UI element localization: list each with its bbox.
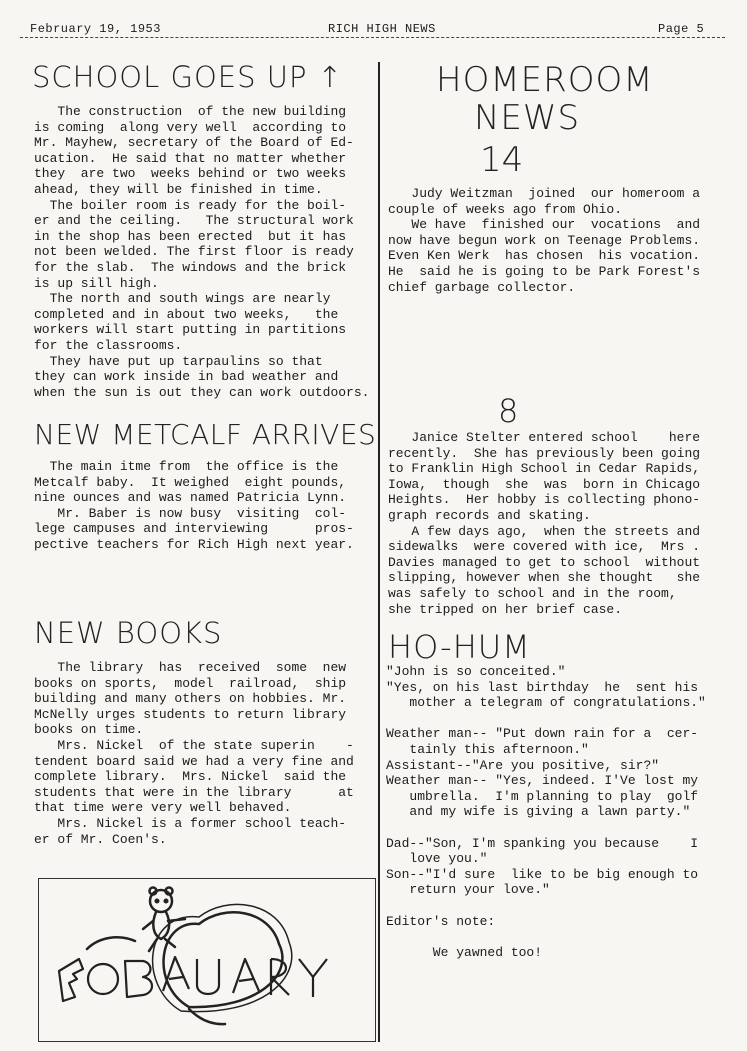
headline-new-metcalf: NEW METCALF ARRIVES (34, 418, 377, 451)
article-school-goes-up-body: The construction of the new building is coming along very well according to Mr. Mayhew, secretary of the Board of Ed- ucation. He said that no matter whether they are two weeks behind or two weeks ahead, they will be finished in time. The boiler room is ready for the boil- er and the ceiling. The structural work in the shop has been erected but it has not been welded. The first floor is ready for the slab. The windows and the brick is up sill high. The north and south wings are nearly completed and in about two weeks, the workers will start putting in partitions for the classrooms. They have put up tarpaulins so that they can work inside in bad weather and when the sun is out they can work outdoors. (34, 104, 370, 400)
headline-homeroom: HOMEROOM (436, 60, 654, 100)
masthead-rule (20, 37, 725, 38)
february-illustration (38, 878, 376, 1042)
headline-ho-hum: HO-HUM (388, 628, 531, 666)
ho-hum-jokes-body: "John is so conceited." "Yes, on his last birthday he sent his mother a telegram of congratulations." Weather man-- "Put down rain for a cer- tainly this afternoon." Assistant--"Are you positive, sir?" Weather man-- "Yes, indeed. I'Ve lost my umbrella. I'm planning to play golf and my wife is giving a lawn party." Dad--"Son, I'm spanking you because I love you." Son--"I'd sure like to be big enough to return your love." Editor's note: We yawned too! (386, 664, 706, 960)
homeroom-8-body: Janice Stelter entered school here recently. She has previously been going to Franklin High School in Cedar Rapids, Iowa, though she was born in Chicago Heights. Her hobby is collecting phono- graph records and skating. A few days ago, when the streets and sidewalks were covered with ice, Mrs . Davies managed to get to school without slipping, however when she thought she was safely to school and in the room, she tripped on her brief case. (388, 430, 701, 617)
february-cartoon-icon (39, 879, 375, 1041)
headline-homeroom-news: NEWS (474, 98, 581, 138)
homeroom-8-number: 8 (498, 392, 519, 430)
masthead-page-number: Page 5 (658, 22, 705, 36)
homeroom-14-body: Judy Weitzman joined our homeroom a couple of weeks ago from Ohio. We have finished our vocations and now have begun work on Teenage Problems. Even Ken Werk has chosen his vocation. He said he is going to be Park Forest's chief garbage collector. (388, 186, 701, 295)
article-new-books-body: The library has received some new books on sports, model railroad, ship building and many others on hobbies. Mr. McNelly urges students to return library books on time. Mrs. Nickel of the state superin - tendent board said we had a very fine and complete library. Mrs. Nickel said the students that were in the library at that time were very well behaved. Mrs. Nickel is a former school teach- er of Mr. Coen's. (34, 660, 354, 847)
column-divider (378, 62, 380, 1042)
homeroom-14-number: 14 (480, 140, 524, 180)
masthead-date: February 19, 1953 (30, 22, 161, 36)
article-new-metcalf-body: The main itme from the office is the Metcalf baby. It weighed eight pounds, nine ounces and was named Patricia Lynn. Mr. Baber is now busy visiting col- lege campuses and interviewing pros- pective teachers for Rich High next year. (34, 459, 354, 552)
headline-school-goes-up: SCHOOL GOES UP ↑ (32, 60, 343, 94)
masthead-paper-name: RICH HIGH NEWS (328, 22, 436, 36)
headline-new-books: NEW BOOKS (34, 616, 223, 650)
